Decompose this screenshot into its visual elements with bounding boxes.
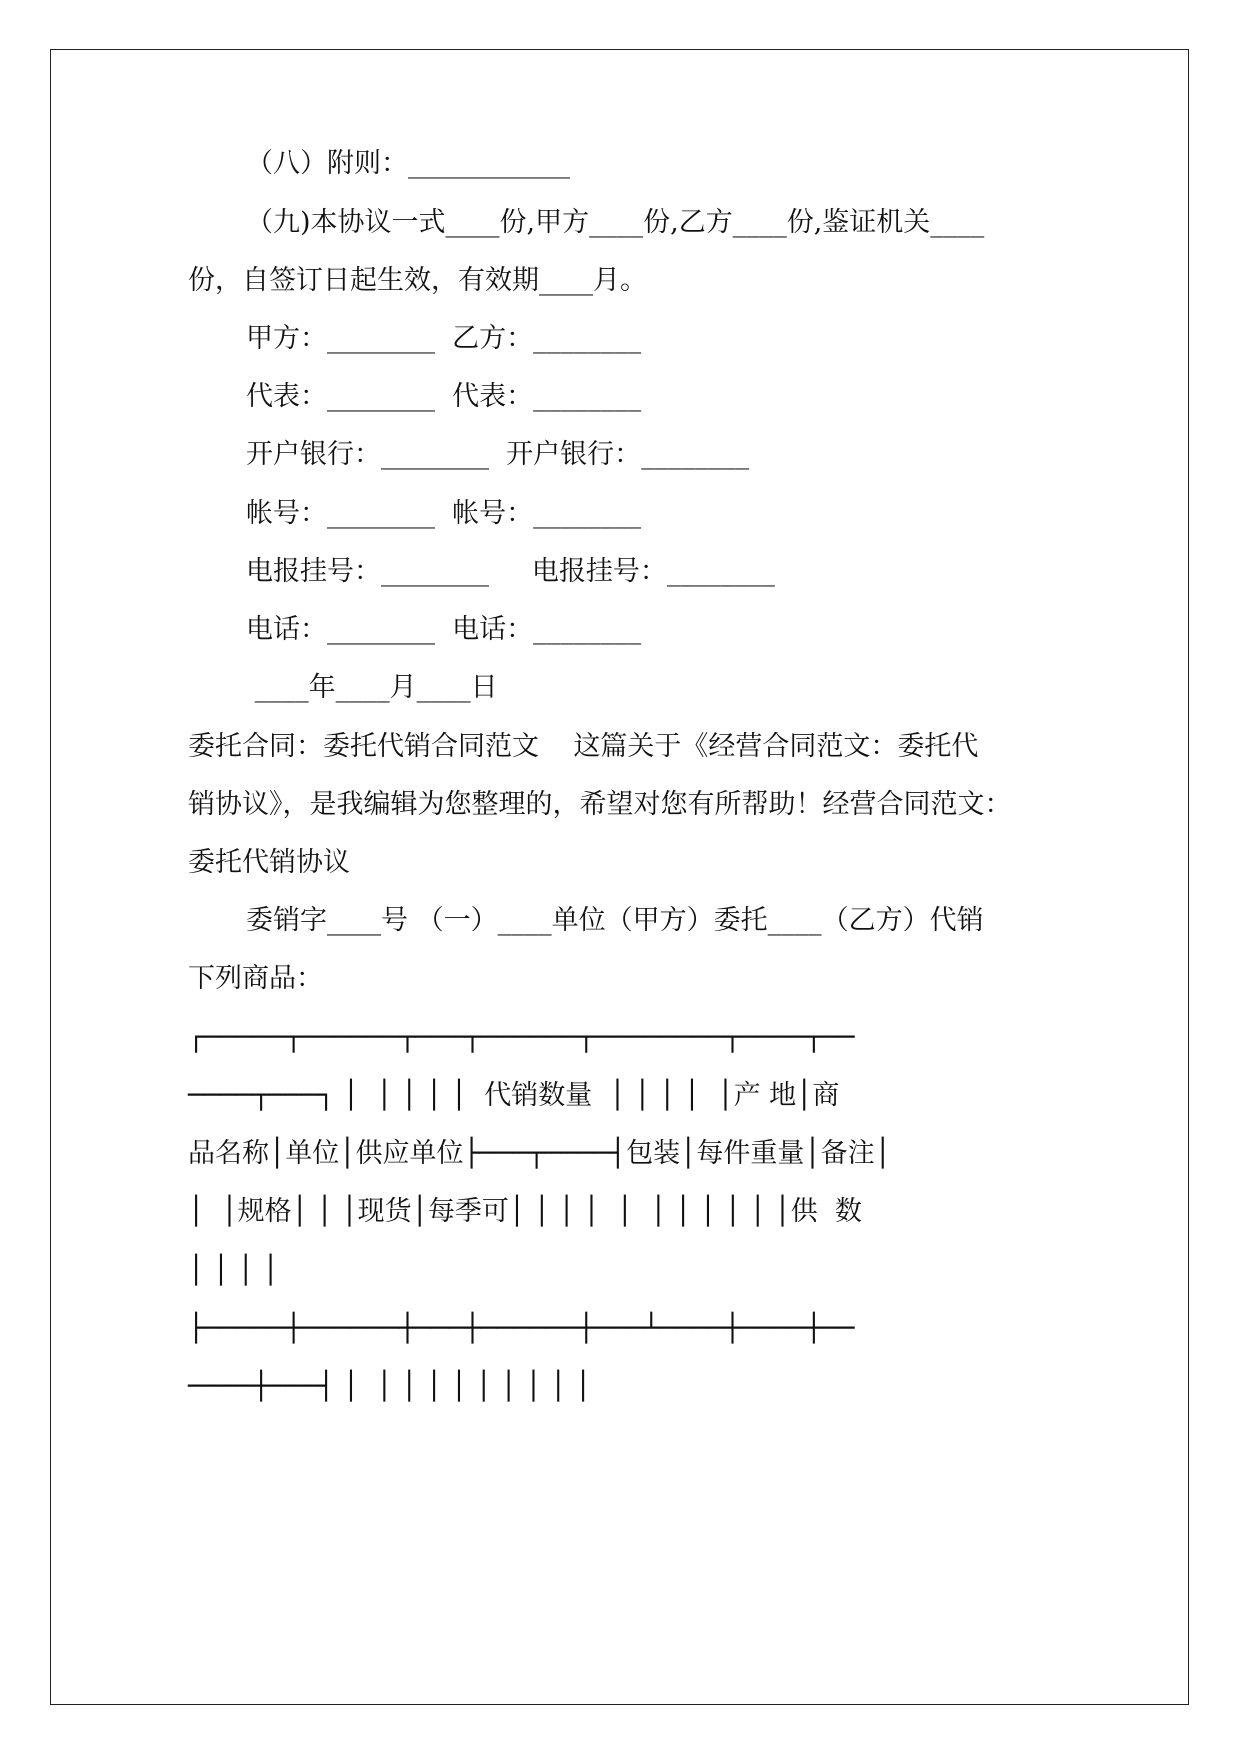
table-line-6: ├─────┼──────┼───┼──────┼───┴────┼────┼──	[188, 1313, 855, 1344]
table-line-5: │ │ │ │	[188, 1255, 279, 1286]
text-line-4: 甲方：________ 乙方：________	[246, 323, 642, 354]
table-line-3: 品名称│单位│供应单位├───┬────┤包装│每件重量│备注│	[188, 1138, 891, 1169]
text-line-11: 委托合同：委托代销合同范文 这篇关于《经营合同范文：委托代	[188, 731, 979, 762]
table-line-2: ────┬───┐ │ │ │ │ │ 代销数量 │ │ │ │ │产 地│商	[188, 1080, 840, 1111]
table-line-7: ────┼───┤ │ │ │ │ │ │ │ │ │ │	[188, 1371, 592, 1402]
text-line-7: 帐号：________ 帐号：________	[246, 498, 642, 529]
text-line-1: （八）附则：____________	[246, 148, 570, 179]
text-line-2: （九)本协议一式____份,甲方____份,乙方____份,鉴证机关____	[246, 207, 985, 238]
text-line-3: 份，自签订日起生效，有效期____月。	[188, 265, 647, 296]
text-line-13: 委托代销协议	[188, 847, 350, 878]
text-line-15: 下列商品：	[188, 963, 323, 994]
table-line-4: │ │规格│ │ │现货│每季可│ │ │ │ │ │ │ │ │ │ │供 数	[188, 1196, 862, 1227]
text-line-6: 开户银行：________ 开户银行：________	[246, 439, 750, 470]
text-line-9: 电话：________ 电话：________	[246, 614, 642, 645]
text-line-5: 代表：________ 代表：________	[246, 381, 642, 412]
text-line-12: 销协议》，是我编辑为您整理的，希望对您有所帮助！经营合同范文：	[188, 789, 1012, 820]
table-line-1: ┌─────┬──────┬───┬──────┬────────┬────┬──	[188, 1022, 855, 1053]
text-line-14: 委销字____号 （一）____单位（甲方）委托____（乙方）代销	[246, 905, 984, 936]
text-line-10: ____年____月____日	[246, 672, 498, 703]
text-line-8: 电报挂号：________ 电报挂号：________	[246, 556, 775, 587]
